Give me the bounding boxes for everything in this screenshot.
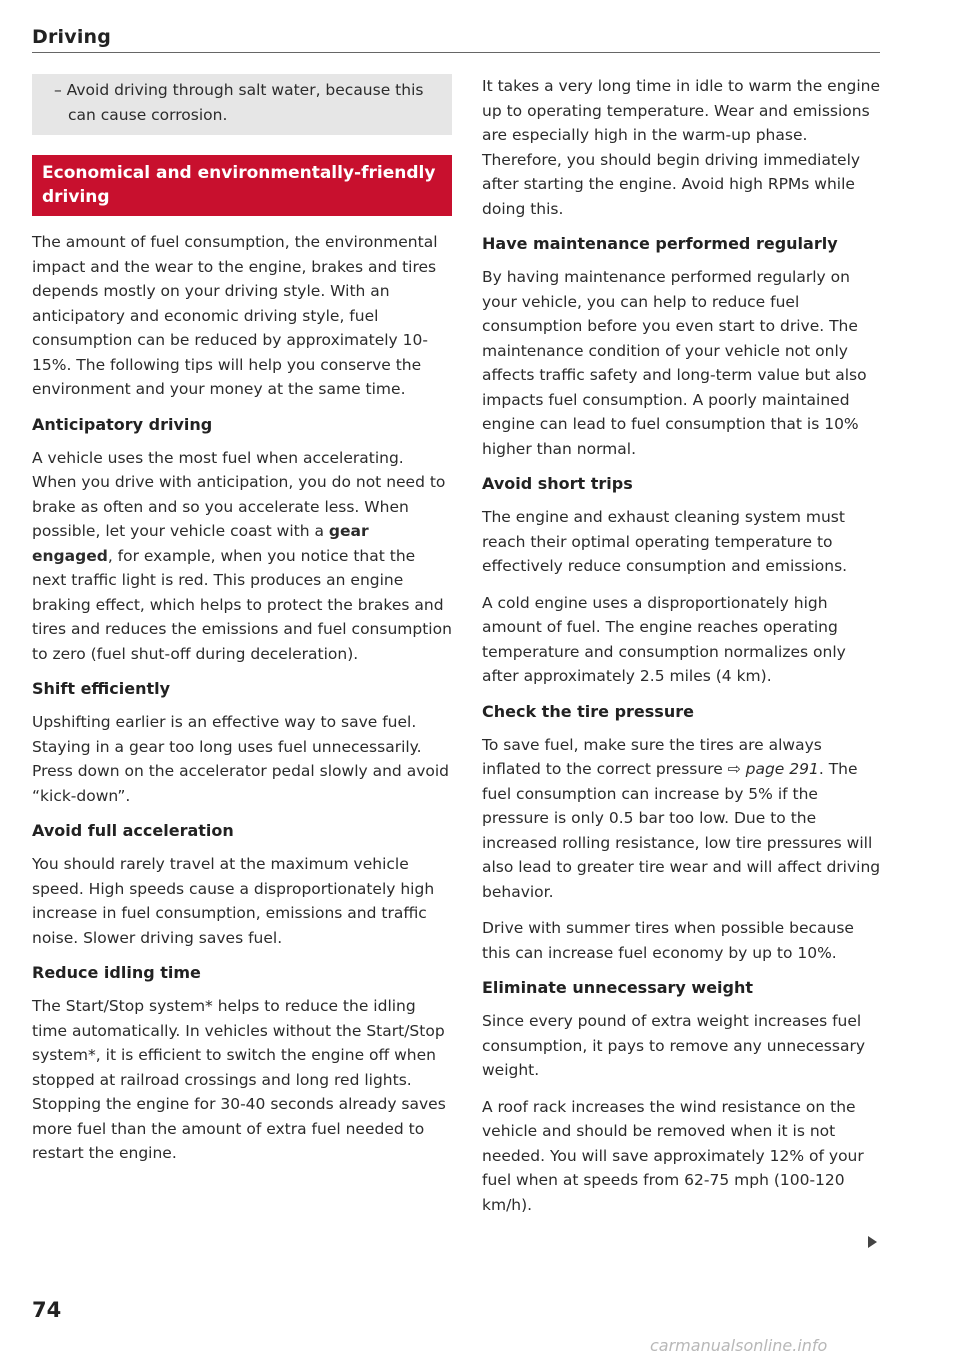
heading-maintenance: Have maintenance performed regularly bbox=[482, 234, 838, 253]
idling-paragraph: The Start/Stop system* helps to reduce the idling time automatically. In vehicles without the Start/Stop system*, it is efficient to switch the engine off when stopped at railroad crossings and long red lights. Stopping the engine for 30-40 seconds already saves more fuel than the amount of extra fuel needed to restart the engine. bbox=[32, 997, 446, 1162]
tire-paragraph-1 bbox=[482, 733, 882, 905]
right-column bbox=[482, 74, 882, 1229]
heading-reduce-idling-time: Reduce idling time bbox=[32, 963, 201, 982]
heading-avoid-short-trips: Avoid short trips bbox=[482, 474, 633, 493]
shift-paragraph: Upshifting earlier is an effective way to save fuel. Staying in a gear too long uses fuel unnecessarily. Press down on the accelerator pedal slowly and avoid “kick-down”. bbox=[32, 713, 450, 805]
anticipatory-text-1: A vehicle uses the most fuel when accelerating. When you drive with anticipation, you do not need to brake as often and so you accelerate less. When possible, let your vehicle coast with a bbox=[32, 448, 446, 540]
tire-text-2: . The fuel consumption can increase by 5% if the pressure is only 0.5 bar too low. Due to the increased rolling resistance, low tire pressures will also lead to greater tire wear and will affect driving behavior. bbox=[482, 760, 881, 901]
weight-paragraph-1: Since every pound of extra weight increases fuel consumption, it pays to remove any unnecessary weight. bbox=[482, 1012, 865, 1079]
intro-paragraph: The amount of fuel consumption, the environmental impact and the wear to the engine, brakes and tires depends mostly on your driving style. With an anticipatory and economic driving style, fuel consumption can be reduced by approximately 10-15%. The following tips will help you conserve the environment and your money at the same time. bbox=[32, 233, 438, 398]
page-number: 74 bbox=[32, 1298, 62, 1322]
tire-paragraph-2: Drive with summer tires when possible because this can increase fuel economy by up to 10%. bbox=[482, 919, 854, 962]
heading-tire-pressure: Check the tire pressure bbox=[482, 701, 694, 721]
gear-engaged-bold: gear engaged bbox=[32, 522, 369, 565]
heading-eliminate-weight: Eliminate unnecessary weight bbox=[482, 978, 754, 997]
warmup-paragraph: It takes a very long time in idle to warm the engine up to operating temperature. Wear and emissions are especially high in the warm-up phase. Therefore, you should begin driving immediately after starting the engine. Avoid high RPMs while doing this. bbox=[482, 77, 881, 218]
full-acceleration-paragraph: You should rarely travel at the maximum vehicle speed. High speeds cause a disproportionately high increase in fuel consumption, emissions and traffic noise. Slower driving saves fuel. bbox=[32, 855, 435, 947]
note-text: – Avoid driving through salt water, because this can cause corrosion. bbox=[54, 81, 424, 124]
section-title: Economical and environmentally-friendly driving bbox=[32, 155, 452, 216]
left-column bbox=[32, 74, 452, 1178]
page-reference-link[interactable]: ⇨ page 291 bbox=[727, 760, 819, 778]
heading-anticipatory-driving: Anticipatory driving bbox=[32, 414, 213, 434]
tire-text-1: To save fuel, make sure the tires are always inflated to the correct pressure bbox=[482, 735, 822, 778]
header-divider bbox=[32, 52, 880, 53]
maintenance-paragraph: By having maintenance performed regularly on your vehicle, you can help to reduce fuel consumption before you even start to drive. The maintenance condition of your vehicle not only affects traffic safety and long-term value but also impacts fuel consumption. A poorly maintained engine can lead to fuel consumption that is 10% higher than normal. bbox=[482, 268, 867, 458]
watermark: carmanualsonline.info bbox=[650, 1336, 828, 1355]
weight-paragraph-2: A roof rack increases the wind resistance on the vehicle and should be removed when it is not needed. You will save approximately 12% of your fuel when at speeds from 62-75 mph (100-120 km/h). bbox=[482, 1097, 864, 1214]
short-trips-paragraph-2: A cold engine uses a disproportionately high amount of fuel. The engine reaches operating temperature and consumption normalizes only after approximately 2.5 miles (4 km). bbox=[482, 593, 846, 685]
heading-avoid-full-acceleration: Avoid full acceleration bbox=[32, 821, 234, 840]
heading-shift-efficiently: Shift efficiently bbox=[32, 679, 171, 698]
page-header-title: Driving bbox=[32, 26, 112, 48]
continue-arrow-icon bbox=[868, 1236, 877, 1248]
anticipatory-paragraph bbox=[32, 446, 452, 667]
note-box bbox=[32, 74, 452, 135]
anticipatory-text-2: , for example, when you notice that the next traffic light is red. This produces an engine braking effect, which helps to protect the brakes and tires and reduces the emissions and fuel consumption to zero (fuel shut-off during deceleration). bbox=[32, 546, 452, 663]
short-trips-paragraph-1: The engine and exhaust cleaning system must reach their optimal operating temperature to effectively reduce consumption and emissions. bbox=[482, 508, 848, 575]
